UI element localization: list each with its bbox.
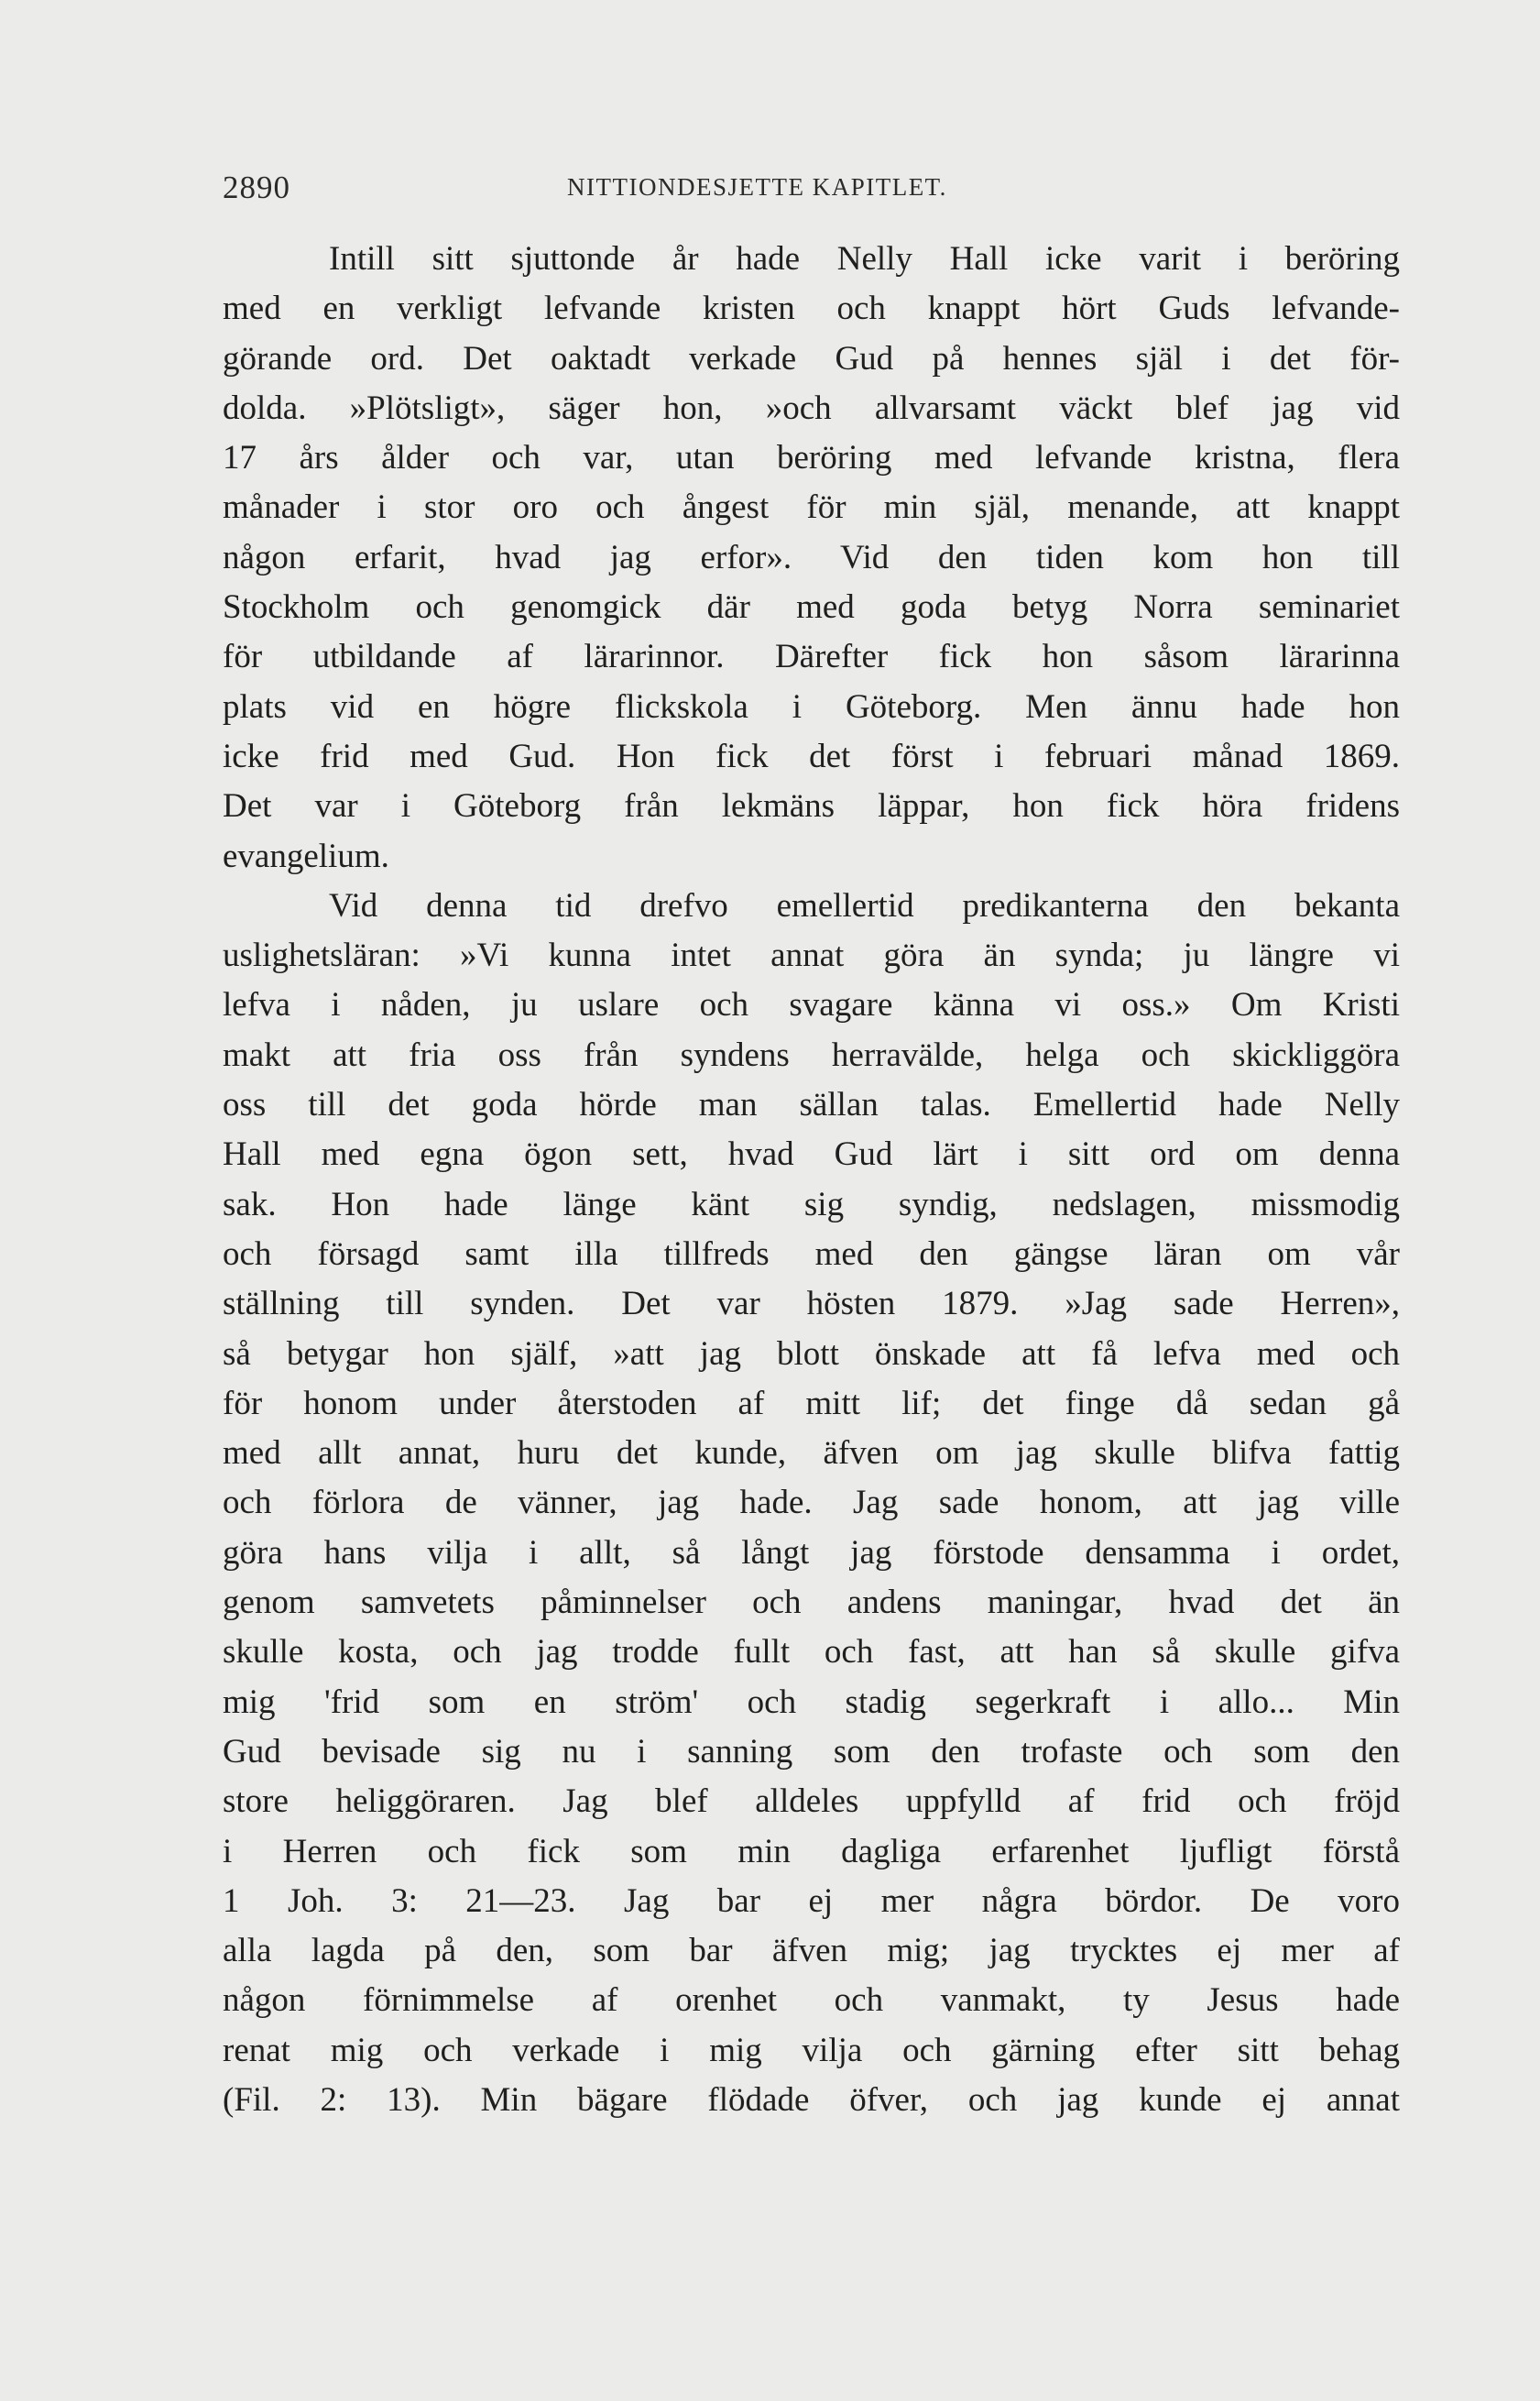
text-line: 17 års ålder och var, utan beröring med lefvande kristna, flera bbox=[223, 439, 1400, 477]
paragraph-2 bbox=[223, 882, 1400, 2125]
text-line: plats vid en högre flickskola i Göteborg. Men ännu hade hon bbox=[223, 687, 1400, 726]
text-line: Intill sitt sjuttonde år hade Nelly Hall icke varit i beröring bbox=[329, 240, 1400, 278]
text-line: store heliggöraren. Jag blef alldeles uppfylld af frid och fröjd bbox=[223, 1782, 1400, 1821]
text-line: göra hans vilja i allt, så långt jag förstode densamma i ordet, bbox=[223, 1533, 1400, 1572]
text-line: genom samvetets påminnelser och andens maningar, hvad det än bbox=[223, 1584, 1400, 1622]
text-line: dolda. »Plötsligt», säger hon, »och allvarsamt väckt blef jag vid bbox=[223, 389, 1400, 427]
text-line: och försagd samt illa tillfreds med den gängse läran om vår bbox=[223, 1234, 1400, 1273]
text-line: någon förnimmelse af orenhet och vanmakt, ty Jesus hade bbox=[223, 1981, 1400, 2020]
text-line: Det var i Göteborg från lekmäns läppar, hon fick höra fridens bbox=[223, 787, 1400, 826]
chapter-title: NITTIONDESJETTE KAPITLET. bbox=[567, 173, 947, 201]
text-line: någon erfarit, hvad jag erfor». Vid den tiden kom hon till bbox=[223, 538, 1400, 576]
text-line: lefva i nåden, ju uslare och svagare känna vi oss.» Om Kristi bbox=[223, 986, 1400, 1025]
paragraph-1 bbox=[223, 235, 1400, 882]
text-line: Hall med egna ögon sett, hvad Gud lärt i sitt ord om denna bbox=[223, 1135, 1400, 1174]
text-line: och förlora de vänner, jag hade. Jag sade honom, att jag ville bbox=[223, 1484, 1400, 1522]
page-number: 2890 bbox=[223, 170, 290, 205]
text-line: evangelium. bbox=[223, 837, 389, 875]
text-line: för utbildande af lärarinnor. Därefter fick hon såsom lärarinna bbox=[223, 638, 1400, 676]
text-line: görande ord. Det oaktadt verkade Gud på hennes själ i det för- bbox=[223, 339, 1400, 378]
text-line: för honom under återstoden af mitt lif; det finge då sedan gå bbox=[223, 1384, 1400, 1422]
text-line: uslighetsläran: »Vi kunna intet annat göra än synda; ju längre vi bbox=[223, 937, 1400, 975]
text-line: så betygar hon själf, »att jag blott önskade att få lefva med och bbox=[223, 1334, 1400, 1373]
text-line: med en verkligt lefvande kristen och knappt hört Guds lefvande- bbox=[223, 290, 1400, 328]
text-line: Stockholm och genomgick där med goda betyg Norra seminariet bbox=[223, 588, 1400, 627]
text-line: 1 Joh. 3: 21—23. Jag bar ej mer några bördor. De voro bbox=[223, 1881, 1400, 1920]
text-line: (Fil. 2: 13). Min bägare flödade öfver, och jag kunde ej annat bbox=[223, 2080, 1400, 2119]
running-head bbox=[223, 170, 1400, 215]
text-line: ställning till synden. Det var hösten 1879. »Jag sade Herren», bbox=[223, 1285, 1400, 1323]
text-line: makt att fria oss från syndens herravälde, helga och skickliggöra bbox=[223, 1036, 1400, 1074]
body-text bbox=[223, 235, 1400, 2125]
text-line: med allt annat, huru det kunde, äfven om jag skulle blifva fattig bbox=[223, 1434, 1400, 1473]
text-line: icke frid med Gud. Hon fick det först i februari månad 1869. bbox=[223, 737, 1400, 775]
text-line: Vid denna tid drefvo emellertid predikanterna den bekanta bbox=[329, 886, 1400, 925]
text-line: sak. Hon hade länge känt sig syndig, nedslagen, missmodig bbox=[223, 1185, 1400, 1223]
text-line: oss till det goda hörde man sällan talas. Emellertid hade Nelly bbox=[223, 1086, 1400, 1124]
text-line: alla lagda på den, som bar äfven mig; jag trycktes ej mer af bbox=[223, 1932, 1400, 1970]
text-line: renat mig och verkade i mig vilja och gärning efter sitt behag bbox=[223, 2031, 1400, 2069]
text-line: månader i stor oro och ångest för min själ, menande, att knappt bbox=[223, 488, 1400, 527]
text-line: mig 'frid som en ström' och stadig segerkraft i allo... Min bbox=[223, 1683, 1400, 1721]
text-line: i Herren och fick som min dagliga erfarenhet ljufligt förstå bbox=[223, 1832, 1400, 1870]
text-line: skulle kosta, och jag trodde fullt och fast, att han så skulle gifva bbox=[223, 1633, 1400, 1672]
text-line: Gud bevisade sig nu i sanning som den trofaste och som den bbox=[223, 1732, 1400, 1771]
